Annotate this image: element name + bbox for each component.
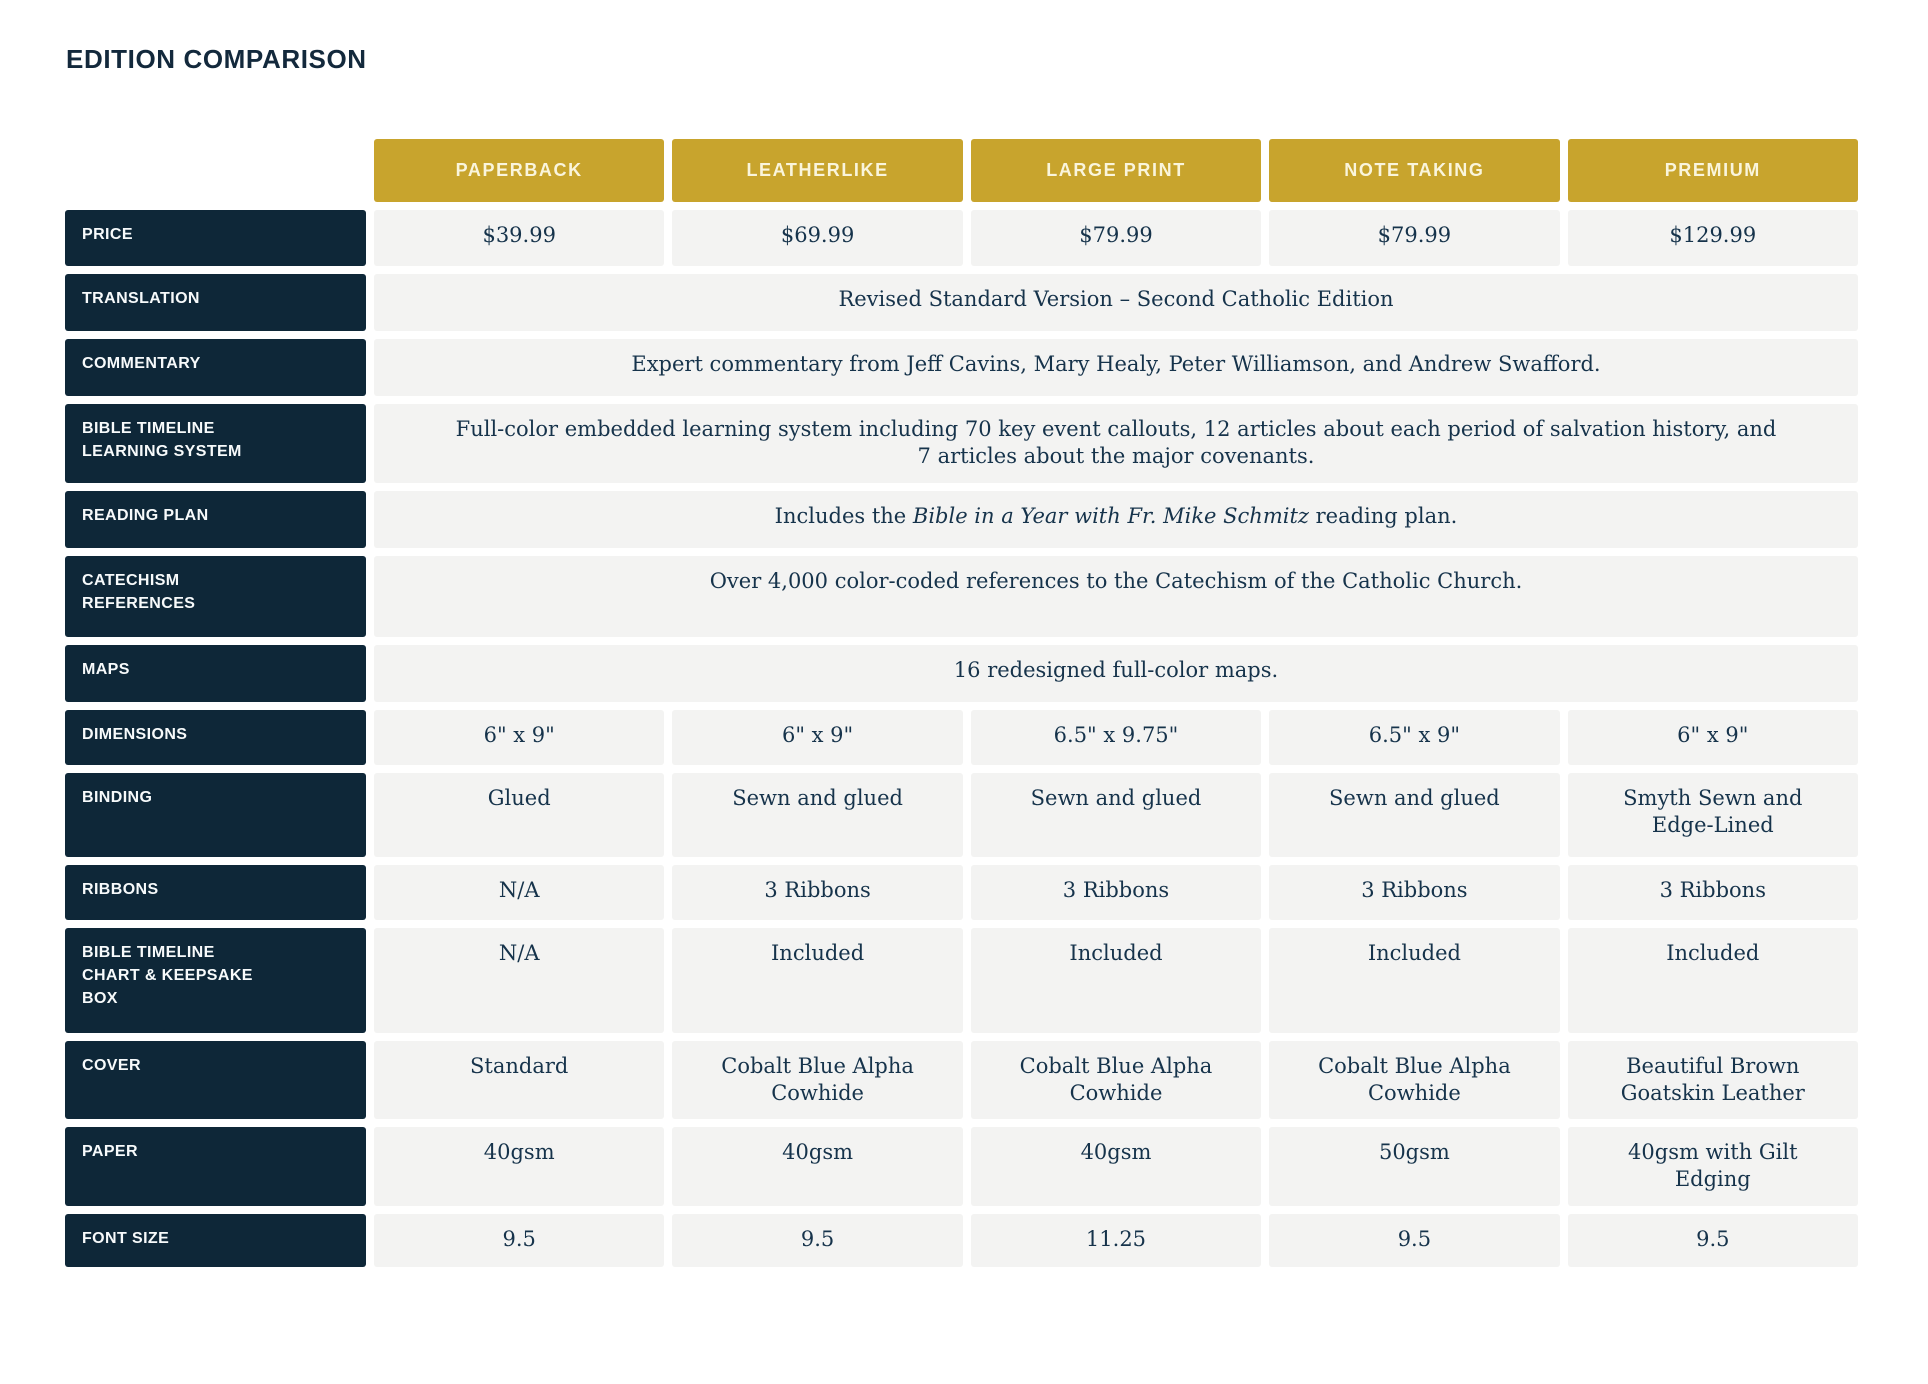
cell-commentary: Expert commentary from Jeff Cavins, Mary Healy, Peter Williamson, and Andrew Swafford. [374, 339, 1858, 396]
cell-bible-timeline-chart-keepsake-box-note-taking: Included [1269, 928, 1559, 1033]
row-label-font-size: FONT SIZE [65, 1214, 366, 1267]
cell-paper-note-taking: 50gsm [1269, 1127, 1559, 1206]
reading-plan-text-part0: Includes the [774, 503, 913, 528]
cell-binding-paperback: Glued [374, 773, 664, 857]
cell-paper-large-print: 40gsm [971, 1127, 1261, 1206]
column-header-note-taking: NOTE TAKING [1269, 139, 1559, 202]
row-label-bible-timeline-chart-keepsake-box: BIBLE TIMELINE CHART & KEEPSAKE BOX [65, 928, 366, 1033]
cell-price-leatherlike: $69.99 [672, 210, 962, 266]
row-label-translation: TRANSLATION [65, 274, 366, 331]
cell-ribbons-leatherlike: 3 Ribbons [672, 865, 962, 920]
row-label-bible-timeline-learning-system: BIBLE TIMELINE LEARNING SYSTEM [65, 404, 366, 483]
cell-binding-large-print: Sewn and glued [971, 773, 1261, 857]
cell-cover-paperback: Standard [374, 1041, 664, 1120]
cell-dimensions-large-print: 6.5" x 9.75" [971, 710, 1261, 765]
table-corner-spacer [65, 139, 366, 202]
page-title: EDITION COMPARISON [66, 44, 367, 74]
cell-maps: 16 redesigned full-color maps. [374, 645, 1858, 702]
cell-paper-leatherlike: 40gsm [672, 1127, 962, 1206]
cell-price-paperback: $39.99 [374, 210, 664, 266]
cell-ribbons-paperback: N/A [374, 865, 664, 920]
column-header-large-print: LARGE PRINT [971, 139, 1261, 202]
cell-binding-leatherlike: Sewn and glued [672, 773, 962, 857]
row-label-ribbons: RIBBONS [65, 865, 366, 920]
cell-dimensions-premium: 6" x 9" [1568, 710, 1858, 765]
column-header-leatherlike: LEATHERLIKE [672, 139, 962, 202]
cell-dimensions-paperback: 6" x 9" [374, 710, 664, 765]
row-label-price: PRICE [65, 210, 366, 266]
cell-cover-leatherlike: Cobalt Blue Alpha Cowhide [672, 1041, 962, 1120]
cell-font-size-premium: 9.5 [1568, 1214, 1858, 1267]
cell-cover-large-print: Cobalt Blue Alpha Cowhide [971, 1041, 1261, 1120]
cell-cover-note-taking: Cobalt Blue Alpha Cowhide [1269, 1041, 1559, 1120]
cell-translation: Revised Standard Version – Second Catholic Edition [374, 274, 1858, 331]
cell-price-note-taking: $79.99 [1269, 210, 1559, 266]
cell-paper-premium: 40gsm with Gilt Edging [1568, 1127, 1858, 1206]
cell-catechism-references: Over 4,000 color-coded references to the Catechism of the Catholic Church. [374, 556, 1858, 637]
column-header-premium: PREMIUM [1568, 139, 1858, 202]
edition-comparison-page [0, 44, 1928, 1267]
cell-paper-paperback: 40gsm [374, 1127, 664, 1206]
cell-ribbons-large-print: 3 Ribbons [971, 865, 1261, 920]
cell-font-size-note-taking: 9.5 [1269, 1214, 1559, 1267]
cell-binding-note-taking: Sewn and glued [1269, 773, 1559, 857]
cell-price-premium: $129.99 [1568, 210, 1858, 266]
reading-plan-text-part2: reading plan. [1308, 503, 1458, 528]
reading-plan-text-italic: Bible in a Year with Fr. Mike Schmitz [912, 503, 1309, 528]
row-label-maps: MAPS [65, 645, 366, 702]
cell-dimensions-note-taking: 6.5" x 9" [1269, 710, 1559, 765]
row-label-reading-plan: READING PLAN [65, 491, 366, 548]
cell-font-size-paperback: 9.5 [374, 1214, 664, 1267]
cell-dimensions-leatherlike: 6" x 9" [672, 710, 962, 765]
row-label-paper: PAPER [65, 1127, 366, 1206]
cell-ribbons-note-taking: 3 Ribbons [1269, 865, 1559, 920]
cell-font-size-leatherlike: 9.5 [672, 1214, 962, 1267]
cell-reading-plan [374, 491, 1858, 548]
column-header-paperback: PAPERBACK [374, 139, 664, 202]
row-label-commentary: COMMENTARY [65, 339, 366, 396]
cell-bible-timeline-chart-keepsake-box-leatherlike: Included [672, 928, 962, 1033]
cell-bible-timeline-chart-keepsake-box-large-print: Included [971, 928, 1261, 1033]
cell-bible-timeline-chart-keepsake-box-premium: Included [1568, 928, 1858, 1033]
cell-bible-timeline-chart-keepsake-box-paperback: N/A [374, 928, 664, 1033]
cell-cover-premium: Beautiful Brown Goatskin Leather [1568, 1041, 1858, 1120]
cell-ribbons-premium: 3 Ribbons [1568, 865, 1858, 920]
row-label-catechism-references: CATECHISM REFERENCES [65, 556, 366, 637]
row-label-dimensions: DIMENSIONS [65, 710, 366, 765]
row-label-binding: BINDING [65, 773, 366, 857]
cell-bible-timeline-learning-system: Full-color embedded learning system including 70 key event callouts, 12 articles about each period of salvation history, and 7 articles about the major covenants. [374, 404, 1858, 483]
cell-font-size-large-print: 11.25 [971, 1214, 1261, 1267]
edition-comparison-table [65, 139, 1858, 1267]
cell-binding-premium: Smyth Sewn and Edge-Lined [1568, 773, 1858, 857]
row-label-cover: COVER [65, 1041, 366, 1120]
cell-price-large-print: $79.99 [971, 210, 1261, 266]
